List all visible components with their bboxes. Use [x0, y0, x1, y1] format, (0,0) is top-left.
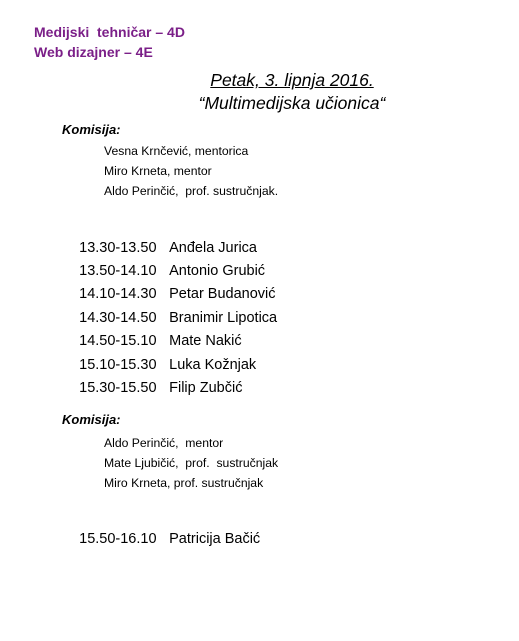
slot-time: 14.50-15.10: [79, 333, 157, 349]
slot-time: 15.10-15.30: [79, 357, 157, 373]
slot-time: 15.50-16.10: [79, 531, 157, 547]
student-name: Antonio Grubić: [169, 263, 266, 279]
student-name: Anđela Jurica: [169, 240, 257, 256]
commission-member: Aldo Perinčić, prof. sustručnjak.: [104, 184, 279, 198]
class-header-2: Web dizajner – 4E: [34, 44, 153, 60]
slot-time: 14.30-14.50: [79, 310, 157, 326]
exam-date-title: Petak, 3. lipnja 2016.: [210, 70, 374, 90]
schedule-row: [63, 515, 260, 563]
slot-time: 14.10-14.30: [79, 286, 157, 302]
class-header-1: Medijski tehničar – 4D: [34, 24, 185, 40]
schedule-row: [63, 364, 242, 412]
student-name: Petar Budanović: [169, 286, 276, 302]
slot-time: 13.30-13.50: [79, 240, 157, 256]
slot-time: 15.30-15.50: [79, 380, 157, 396]
commission-label-1: Komisija:: [62, 122, 121, 137]
student-name: Filip Zubčić: [169, 380, 243, 396]
student-name: Patricija Bačić: [169, 531, 261, 547]
commission-member: Miro Krneta, mentor: [104, 164, 212, 178]
commission-member: Miro Krneta, prof. sustručnjak: [104, 476, 264, 490]
student-name: Branimir Lipotica: [169, 310, 278, 326]
exam-room-title: “Multimedijska učionica“: [198, 93, 386, 113]
student-name: Mate Nakić: [169, 333, 242, 349]
student-name: Luka Kožnjak: [169, 357, 257, 373]
commission-member: Vesna Krnčević, mentorica: [104, 144, 249, 158]
commission-label-2: Komisija:: [62, 412, 121, 427]
commission-member: Mate Ljubičić, prof. sustručnjak: [104, 456, 279, 470]
commission-member: Aldo Perinčić, mentor: [104, 436, 224, 450]
slot-time: 13.50-14.10: [79, 263, 157, 279]
